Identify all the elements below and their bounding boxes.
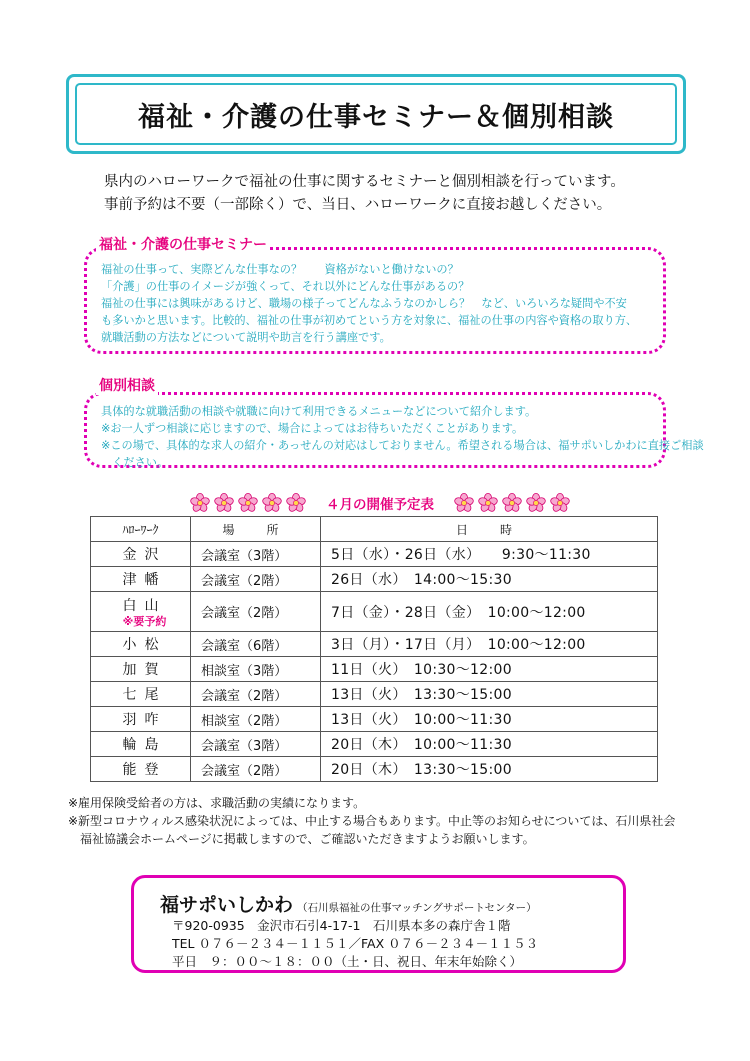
datetime-cell: 20日（木） 10:00～11:30	[321, 732, 658, 757]
office-cell	[91, 682, 191, 707]
office-cell	[91, 542, 191, 567]
contact-name: 福サポいしかわ	[160, 894, 294, 916]
table-row	[91, 592, 658, 632]
table-row	[91, 732, 658, 757]
schedule-table	[90, 516, 658, 782]
flower-icon	[286, 493, 306, 513]
contact-phone: TEL ０７６－２３４－１１５１／FAX ０７６－２３４－１１５３	[172, 936, 539, 951]
office-cell	[91, 757, 191, 782]
office-name: 能登	[122, 762, 167, 778]
schedule-title-row	[190, 492, 570, 514]
flower-icon	[214, 493, 234, 513]
office-name: 津幡	[122, 572, 167, 588]
contact-box	[131, 875, 626, 973]
table-row	[91, 632, 658, 657]
place-cell: 相談室（2階）	[191, 707, 321, 732]
office-cell	[91, 592, 191, 632]
contact-org	[160, 890, 623, 917]
consult-line: 具体的な就職活動の相談や就職に向けて利用できるメニューなどについて紹介します。	[101, 405, 537, 418]
page-title: 福祉・介護の仕事セミナー＆個別相談	[75, 83, 677, 145]
datetime-cell: 11日（火） 10:30～12:00	[321, 657, 658, 682]
flower-icon	[526, 493, 546, 513]
flower-icon	[550, 493, 570, 513]
notes	[68, 794, 708, 848]
consult-heading: 個別相談	[96, 375, 158, 395]
table-row	[91, 657, 658, 682]
flower-icon	[478, 493, 498, 513]
table-row	[91, 757, 658, 782]
place-cell: 会議室（6階）	[191, 632, 321, 657]
seminar-line: 就職活動の方法などについて説明や助言を行う講座です。	[101, 331, 391, 344]
office-name: 羽咋	[122, 712, 167, 728]
flower-icon	[454, 493, 474, 513]
schedule-title: ４月の開催予定表	[326, 497, 434, 513]
office-cell	[91, 657, 191, 682]
reservation-note: ※要予約	[122, 614, 167, 628]
consult-line: ※お一人ずつ相談に応じますので、場合によってはお待ちいただくことがあります。	[101, 422, 524, 435]
consult-line: ください。	[101, 456, 169, 469]
datetime-cell: 7日（金）・28日（金） 10:00～12:00	[321, 592, 658, 632]
office-cell	[91, 567, 191, 592]
header-place: 場 所	[191, 517, 321, 542]
table-row	[91, 567, 658, 592]
note-line: ※新型コロナウィルス感染状況によっては、中止する場合もあります。中止等のお知らせについては、石川県社会	[68, 814, 676, 828]
place-cell: 会議室（2階）	[191, 592, 321, 632]
datetime-cell: 3日（月）・17日（月） 10:00～12:00	[321, 632, 658, 657]
table-header-row	[91, 517, 658, 542]
consult-box	[84, 392, 704, 469]
office-name: 金沢	[122, 547, 167, 563]
schedule-body	[91, 542, 658, 782]
flower-icon	[502, 493, 522, 513]
header-office: ﾊﾛｰﾜｰｸ	[91, 517, 191, 542]
seminar-line: 福祉の仕事には興味があるけど、職場の様子ってどんなふうなのかしら？ など、いろいろな疑問や不安	[101, 297, 627, 310]
intro-text	[104, 171, 704, 217]
contact-hours: 平日 ９：００～１８：００（土・日、祝日、年末年始除く）	[172, 954, 523, 969]
note-line: 福祉協議会ホームページに掲載しますので、ご確認いただきますようお願いします。	[68, 832, 535, 846]
table-row	[91, 542, 658, 567]
datetime-cell: 13日（火） 10:00～11:30	[321, 707, 658, 732]
place-cell: 会議室（3階）	[191, 542, 321, 567]
datetime-cell: 5日（水）・26日（水） 9:30～11:30	[321, 542, 658, 567]
datetime-cell: 26日（水） 14:00～15:30	[321, 567, 658, 592]
office-cell	[91, 732, 191, 757]
seminar-line: 福祉の仕事って、実際どんな仕事なの？ 資格がないと働けないの？	[101, 263, 459, 276]
place-cell: 会議室（2階）	[191, 682, 321, 707]
office-name: 七尾	[122, 687, 167, 703]
seminar-line: 「介護」の仕事のイメージが強くって、それ以外にどんな仕事があるの？	[101, 280, 470, 293]
datetime-cell: 13日（火） 13:30～15:00	[321, 682, 658, 707]
flower-icon	[238, 493, 258, 513]
office-cell	[91, 707, 191, 732]
title-frame	[66, 74, 686, 154]
header-datetime: 日 時	[321, 517, 658, 542]
place-cell: 相談室（3階）	[191, 657, 321, 682]
seminar-line: も多いかと思います。比較的、福祉の仕事が初めてという方を対象に、福祉の仕事の内容や資格の取り方、	[101, 314, 638, 327]
office-name: 白山	[122, 597, 167, 614]
flower-icon	[262, 493, 282, 513]
seminar-box	[84, 247, 666, 354]
place-cell: 会議室（2階）	[191, 757, 321, 782]
contact-address: 〒920-0935 金沢市石引4-17-1 石川県本多の森庁舎１階	[172, 918, 511, 933]
note-line: ※雇用保険受給者の方は、求職活動の実績になります。	[68, 796, 366, 810]
intro-line: 県内のハローワークで福祉の仕事に関するセミナーと個別相談を行っています。	[104, 174, 625, 190]
office-cell	[91, 632, 191, 657]
intro-line: 事前予約は不要（一部除く）で、当日、ハローワークに直接お越しください。	[104, 197, 612, 213]
flower-icon	[190, 493, 210, 513]
office-name: 輪島	[122, 737, 167, 753]
datetime-cell: 20日（木） 13:30～15:00	[321, 757, 658, 782]
consult-line: ※この場で、具体的な求人の紹介・あっせんの対応はしておりません。希望される場合は、福サポいしかわに直接ご相談	[101, 439, 704, 452]
contact-subtitle: （石川県福祉の仕事マッチングサポートセンター）	[297, 902, 537, 914]
office-name: 加賀	[122, 662, 167, 678]
table-row	[91, 707, 658, 732]
place-cell: 会議室（3階）	[191, 732, 321, 757]
table-row	[91, 682, 658, 707]
place-cell: 会議室（2階）	[191, 567, 321, 592]
seminar-heading: 福祉・介護の仕事セミナー	[96, 234, 270, 254]
office-name: 小松	[122, 637, 167, 653]
